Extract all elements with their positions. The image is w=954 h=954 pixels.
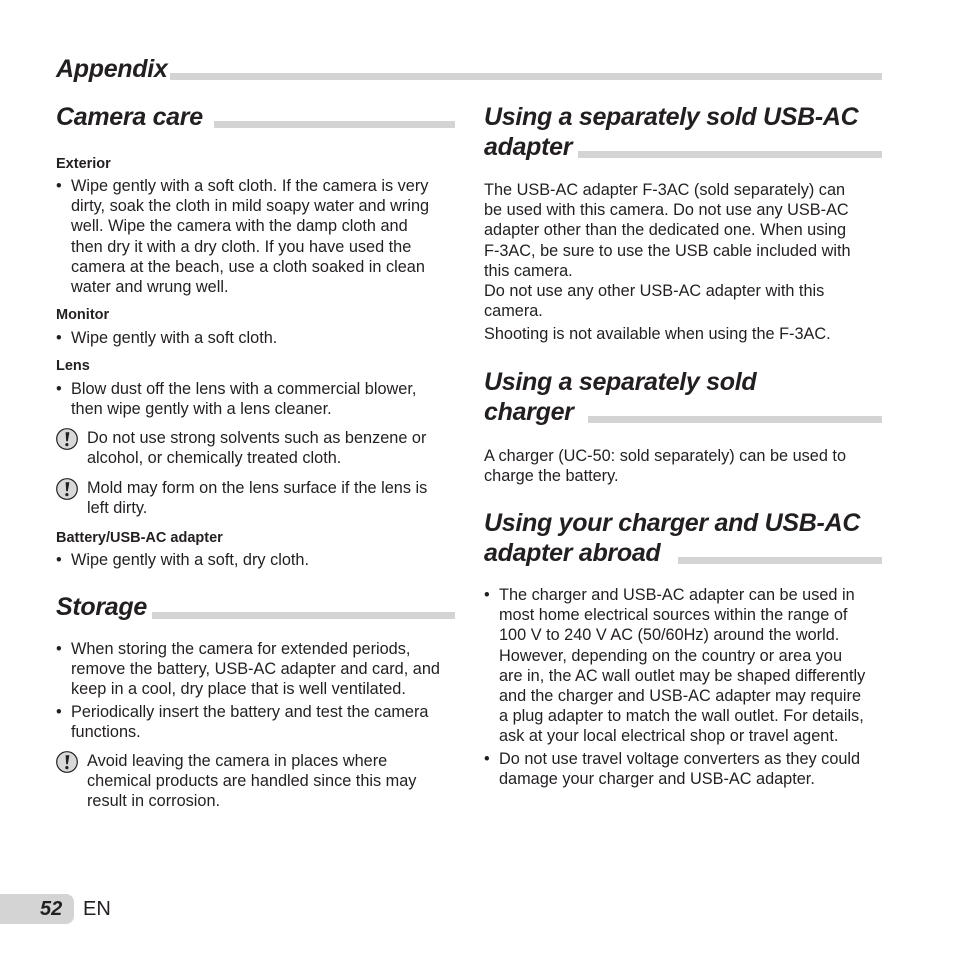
lens-bullet [56,379,456,420]
bullet-dot: • [484,750,490,768]
text-line: adapter other than the dedicated one. When using [484,221,847,240]
text-line: most home electrical sources within the range of [499,606,848,625]
battery-label: Battery/USB-AC adapter [56,530,223,546]
text-line: are in, the AC wall outlet may be shaped differently [499,666,866,685]
text-line: dirty, soak the cloth in mild soapy water and wring [71,197,430,216]
text-line: Wipe gently with a soft, dry cloth. [71,551,309,569]
title-line: Using your charger and USB-AC [484,509,861,537]
text-line: water and wrung well. [71,278,229,297]
text-line: Mold may form on the lens surface if the lens is [87,479,428,497]
bullet-dot: • [56,703,62,721]
text-line: The charger and USB-AC adapter can be used in [499,586,855,604]
text-line: remove the battery, USB-AC adapter and card, and [71,660,440,679]
text-line: and the charger and USB-AC adapter may require [499,687,862,706]
usb-ac-paragraph [484,180,884,321]
text-line: The USB-AC adapter F-3AC (sold separately) can [484,181,846,199]
bullet-dot: • [56,329,62,347]
text-line: damage your charger and USB-AC adapter. [499,770,815,789]
caution-note-corrosion [56,751,456,813]
caution-exclamation-icon [56,751,78,773]
bullet-dot: • [484,586,490,604]
text-line: camera at the beach, use a cloth soaked in clean [71,257,425,276]
title-line: Using a separately sold USB-AC [484,103,859,131]
caution-note-mold [56,478,456,520]
storage-title: Storage [56,593,147,621]
text-line: Wipe gently with a soft cloth. If the camera is very [71,177,429,195]
text-line: be used with this camera. Do not use any USB-AC [484,201,849,220]
title-line: charger [484,398,574,426]
text-line: then wipe gently with a lens cleaner. [71,400,332,419]
text-line: well. Wipe the camera with the damp cloth and [71,217,408,236]
abroad-bullet-2 [484,749,884,790]
text-line: camera. [484,302,543,321]
bullet-dot: • [56,380,62,398]
charger-paragraph [484,446,846,486]
caution-note-solvents [56,428,456,470]
text-line: a plug adapter to match the wall outlet. For details, [499,707,864,726]
text-line: chemical products are handled since this may [87,772,417,791]
lens-label: Lens [56,358,90,374]
storage-rule [152,612,455,619]
caution-exclamation-icon [56,478,78,500]
monitor-label: Monitor [56,307,110,323]
charger-rule [588,416,882,423]
text-line: charge the battery. [484,467,619,486]
text-line: functions. [71,723,141,742]
title-line: adapter [484,133,573,161]
text-line: Do not use travel voltage converters as they could [499,750,861,768]
caution-exclamation-icon [56,428,78,450]
title-line: adapter abroad [484,539,661,567]
exterior-bullet [56,176,456,298]
camera-care-rule [214,121,455,128]
abroad-rule [678,557,882,564]
storage-bullet-2 [56,702,456,743]
monitor-bullet [56,328,456,349]
text-line: However, depending on the country or area you [499,646,843,665]
usb-ac-shooting-note: Shooting is not available when using the F-3AC. [484,325,831,343]
text-line: this camera. [484,261,573,280]
page-number-tab [0,894,74,924]
appendix-rule [170,73,882,80]
text-line: keep in a cool, dry place that is well ventilated. [71,680,406,699]
text-line: When storing the camera for extended periods, [71,640,411,658]
page-number: 52 [40,898,63,920]
storage-bullet-1 [56,639,456,701]
title-line: Using a separately sold [484,368,757,396]
appendix-title: Appendix [56,55,168,83]
usb-ac-rule [578,151,882,158]
exterior-label: Exterior [56,156,111,172]
bullet-dot: • [56,640,62,658]
text-line: Do not use any other USB-AC adapter with this [484,282,825,301]
text-line: left dirty. [87,499,148,518]
camera-care-title: Camera care [56,103,203,131]
text-line: result in corrosion. [87,792,221,811]
bullet-dot: • [56,551,62,569]
text-line: Periodically insert the battery and test the camera [71,703,429,721]
text-line: Wipe gently with a soft cloth. [71,329,278,347]
language-code: EN [83,898,111,920]
abroad-bullet-1 [484,585,884,749]
text-line: F-3AC, be sure to use the USB cable included with [484,241,851,260]
text-line: Blow dust off the lens with a commercial blower, [71,380,417,398]
text-line: then dry it with a dry cloth. If you have used the [71,237,412,256]
text-line: 100 V to 240 V AC (50/60Hz) around the world. [499,626,840,645]
text-line: alcohol, or chemically treated cloth. [87,449,342,468]
bullet-dot: • [56,177,62,195]
battery-bullet [56,550,456,571]
text-line: ask at your local electrical shop or travel agent. [499,727,839,746]
text-line: Avoid leaving the camera in places where [87,752,388,770]
text-line: A charger (UC-50: sold separately) can be used to [484,447,846,465]
text-line: Do not use strong solvents such as benzene or [87,429,427,447]
